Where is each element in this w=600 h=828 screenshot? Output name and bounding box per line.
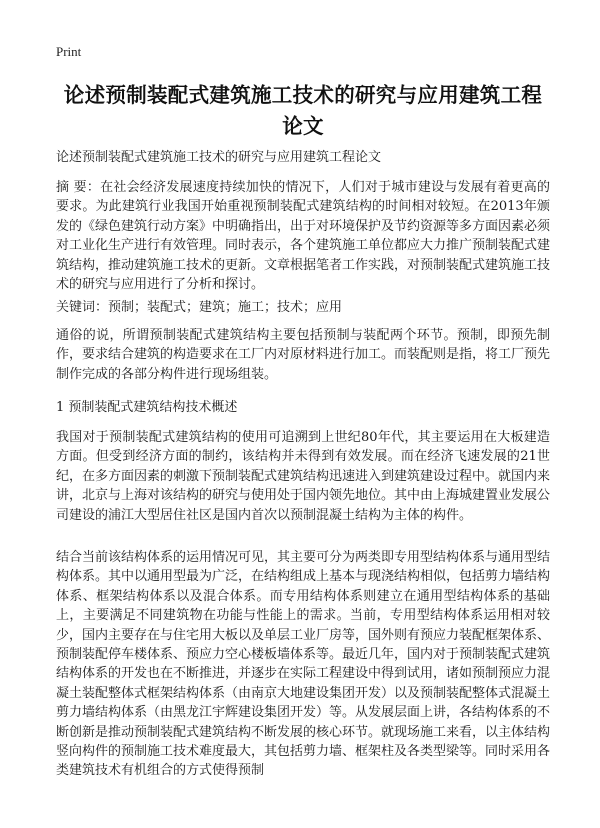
intro-paragraph: 通俗的说，所谓预制装配式建筑结构主要包括预制与装配两个环节。预制，即预先制作，要求结合建筑的构造要求在工厂内对原材料进行加工。而装配则是指，将工厂预先制作完成的各部分构件进行现场组装。 — [56, 328, 551, 382]
body-paragraph: 结合当前该结构体系的运用情况可见，其主要可分为两类即专用型结构体系与通用型结构体系。其中以通用型最为广泛，在结构组成上基本与现浇结构相似，包括剪力墙结构体系、框架结构体系以及混合体系。而专用结构体系则建立在通用型结构体系的基础上，主要满足不同建筑物在功能与性能上的需求。当前，专用型结构体系运用相对较少，国内主要存在与住宅用大板以及单层工业厂房等，国外则有预应力装配框架体系、预制装配停车楼体系、预应力空心楼板墙体系等。最近几年，国内对于预制装配式建筑结构体系的开发也在不断推进，并逐步在实际工程建设中得到试用，诸如预制预应力混凝土装配整体式框架结构体系（由南京大地建设集团开发）以及预制装配整体式混凝土剪力墙结构体系（由黑龙江宇辉建设集团开发）等。从发展层面上讲，各结构体系的不断创新是推动预制装配式建筑结构不断发展的核心环节。就现场施工来看，以主体结构竖向构件的预制施工技术难度最大，其包括剪力墙、框架柱及各类型梁等。同时采用各类建筑技术有机组合的方式使得预制 — [56, 550, 551, 779]
document-title: 论述预制装配式建筑施工技术的研究与应用建筑工程论文 — [63, 83, 543, 138]
print-link[interactable]: Print — [56, 44, 82, 59]
section-heading: 1 预制装配式建筑结构技术概述 — [56, 400, 238, 415]
abstract-paragraph: 摘 要：在社会经济发展速度持续加快的情况下，人们对于城市建设与发展有着更高的要求。为此建筑行业我国开始重视预制装配式建筑结构的时间相对较短。在2013年颁发的《绿色建筑行动方案》中明确指出，出于对环境保护及节约资源等多方面因素必须对工业化生产进行有效管理。同时表示，各个建筑施工单位都应大力推广预制装配式建筑结构，推动建筑施工技术的更新。文章根据笔者工作实践，对预制装配式建筑施工技术的研究与应用进行了分析和探讨。 — [56, 180, 551, 293]
keywords-line: 关键词：预制；装配式；建筑；施工；技术；应用 — [56, 300, 343, 315]
body-paragraph: 我国对于预制装配式建筑结构的使用可追溯到上世纪80年代，其主要运用在大板建造方面。但受到经济方面的制约，该结构并未得到有效发展。而在经济飞速发展的21世纪，在多方面因素的刺激下预制装配式建筑结构迅速进入到建筑建设过程中。就国内来讲，北京与上海对该结构的研究与使用处于国内领先地位。其中由上海城建置业发展公司建设的浦江大型居住社区是国内首次以预制混凝土结构为主体的构件。 — [56, 430, 551, 523]
document-subtitle: 论述预制装配式建筑施工技术的研究与应用建筑工程论文 — [56, 150, 382, 165]
